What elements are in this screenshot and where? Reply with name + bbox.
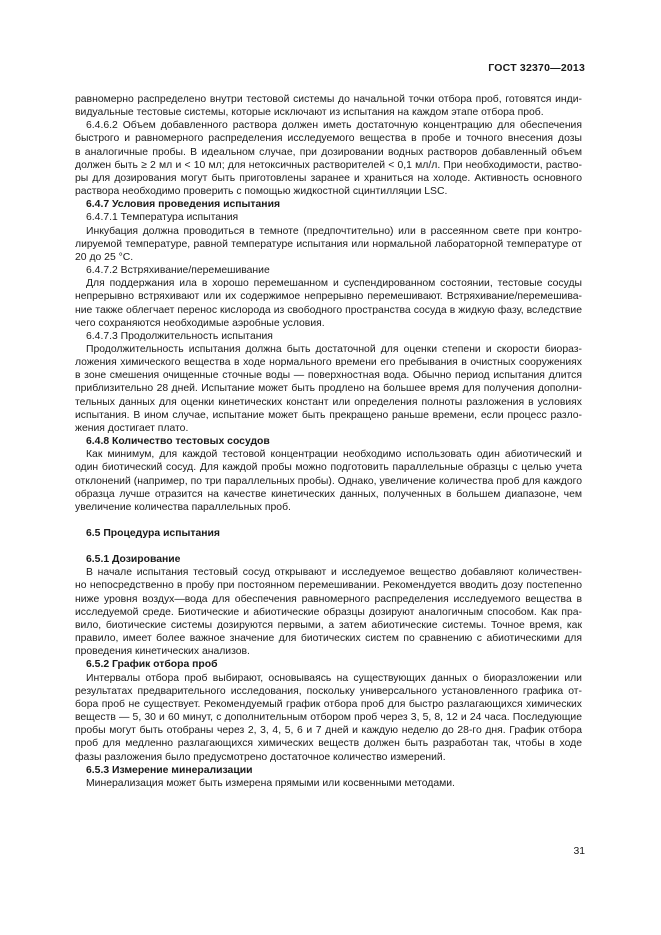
text-line: жения достигает плато.	[75, 422, 189, 434]
text-line: ние также облегчает перенос кислорода из свободного пространства сосуда в жидкую фазу, вследствие	[75, 304, 582, 316]
text-line: 6.4.8 Количество тестовых сосудов	[86, 436, 270, 448]
text-line: 6.5.3 Измерение минерализации	[86, 764, 253, 776]
text-line: равномерно распределено внутри тестовой системы до начальной точки отбора проб, готовятся инди-	[75, 94, 582, 105]
text-line: образца лучше отразится на качестве кинетических данных, полученных в большем диапазоне, чем	[75, 488, 582, 500]
text-line: 6.5 Процедура испытания	[86, 528, 220, 539]
text-line: непрерывно встряхивают или их содержимое непрерывно перемешивают. Встряхивание/перемешива-	[75, 291, 582, 303]
text-line: веществ — 5, 30 и 60 минут, с дополнительным отбором проб через 3, 5, 8, 12 и 24 часа. Последующие	[75, 712, 582, 724]
section-heading	[75, 435, 582, 448]
text-line: пробы могут быть отобраны через 2, 3, 4, 5, 6 и 7 дней и каждую неделю до 28-го дня. График отбора	[75, 725, 582, 737]
document-body	[75, 93, 582, 790]
text-line: ниже уровня воздух—вода для обеспечения равномерного распределения исследуемого вещества в	[75, 593, 582, 605]
paragraph	[75, 448, 582, 514]
document-header: ГОСТ 32370—2013	[488, 62, 585, 74]
text-line: ложения химического вещества в ходе нормального времени его пребывания в очистных сооружениях	[75, 357, 582, 369]
text-line: результатах предварительного исследования, поскольку универсального установленного графика от-	[75, 685, 582, 697]
text-line: исследуемой среде. Биотические и абиотические образцы дозируют аналогичным способом. Как пра-	[75, 606, 582, 618]
text-line: проведения кинетических анализов.	[75, 646, 250, 658]
page-number: 31	[573, 846, 585, 857]
paragraph	[75, 566, 582, 658]
text-line: 6.4.7.3 Продолжительность испытания	[86, 330, 273, 342]
text-line: лируемой температуре, равной температуре испытания или нормальной лабораторной температуре от	[75, 238, 582, 250]
text-line: увеличение количества параллельных проб.	[75, 501, 291, 513]
paragraph	[75, 277, 582, 330]
paragraph	[75, 225, 582, 264]
paragraph	[75, 93, 582, 119]
text-line: Минерализация может быть измерена прямыми или косвенными методами.	[86, 777, 455, 789]
text-line: фазы разложения было предусмотрено достаточное количество измерений.	[75, 751, 446, 763]
text-line: 20 до 25 °С.	[75, 251, 134, 263]
text-line: в аналогичные пробы. В идеальном случае, при дозировании водных растворов добавленный объем	[75, 146, 582, 158]
text-line: Для поддержания ила в хорошо перемешанном и суспендированном состоянии, тестовые сосуды	[86, 278, 582, 290]
text-line: ры для дозирования могут быть приготовлены заранее и храниться на холоде. Активность основного	[75, 172, 582, 184]
text-line: видуальные тестовые системы, которые исключают из испытания на каждом этапе отбора проб.	[75, 107, 544, 119]
paragraph	[75, 672, 582, 764]
paragraph-gap	[75, 514, 582, 527]
text-line: раствора необходимо проверить с помощью жидкостной сцинтилляции LSC.	[75, 186, 448, 198]
text-line: чего сохраняются необходимые аэробные условия.	[75, 317, 325, 329]
text-line: проб для медленно разлагающихся химических веществ должен быть разработан так, чтобы в ходе	[75, 738, 582, 750]
text-line: отклонений (например, по три параллельных пробы). Однако, увеличение количества проб для каждого	[75, 475, 582, 487]
text-line: один биотический сосуд. Для каждой пробы можно подготовить параллельные образцы с целью учета	[75, 462, 582, 474]
text-line: быстрого и равномерного распределения исследуемого вещества в пробе и точного внесения дозы	[75, 133, 582, 145]
text-line: 6.4.7 Условия проведения испытания	[86, 199, 281, 211]
section-heading	[75, 764, 582, 777]
text-line: 6.4.6.2 Объем добавленного раствора должен иметь достаточную концентрацию для обеспечения	[86, 120, 582, 132]
text-line: бора проб не существует. Рекомендуемый график отбора проб для быстро разлагающихся химических	[75, 698, 582, 710]
paragraph	[75, 264, 582, 277]
text-line: 6.4.7.2 Встряхивание/перемешивание	[86, 265, 270, 277]
text-line: в зоне смешения очищенные сточные воды — поверхностная вода. Обычно период испытания длится	[75, 370, 582, 382]
text-line: но непосредственно в пробу при постоянном перемешивании. Рекомендуется вводить дозу постепенно	[75, 580, 582, 592]
text-line: вило, биотические системы дозируются первыми, а затем абиотические системы. Точное время, как	[75, 619, 582, 631]
text-line: испытания. В ином случае, испытание может быть прекращено раньше времени, если процесс разло-	[75, 409, 582, 421]
text-line: Интервалы отбора проб выбирают, основываясь на существующих данных о биоразложении или	[86, 672, 582, 684]
paragraph	[75, 330, 582, 343]
text-line: Продолжительность испытания должна быть достаточной для оценки степени и скорости биораз-	[86, 343, 582, 355]
paragraph	[75, 343, 582, 435]
section-heading	[75, 553, 582, 566]
paragraph	[75, 119, 582, 198]
text-line: приблизительно 28 дней. Испытание может быть продлено на большее время для получения дополни-	[75, 383, 582, 395]
text-line: тельных данных для оценки кинетических констант или определения полноты разложения в условиях	[75, 396, 582, 408]
section-heading	[75, 658, 582, 671]
text-line: В начале испытания тестовый сосуд открывают и исследуемое вещество добавляют количествен-	[86, 567, 582, 579]
text-line: Как минимум, для каждой тестовой концентрации необходимо использовать один абиотический и	[86, 449, 582, 461]
paragraph-gap	[75, 540, 582, 553]
text-line: 6.5.2 График отбора проб	[86, 659, 218, 671]
text-line: 6.5.1 Дозирование	[86, 554, 181, 566]
section-heading	[75, 198, 582, 211]
section-heading	[75, 527, 582, 540]
paragraph	[75, 777, 582, 790]
text-line: правило, имеет более важное значение для биотических систем по сравнению с абиотическими для	[75, 633, 582, 645]
paragraph	[75, 211, 582, 224]
text-line: Инкубация должна проводиться в темноте (предпочтительно) или в рассеянном свете при контро-	[86, 225, 582, 237]
text-line: должен быть ≥ 2 мл и < 10 мл; для нетоксичных растворителей < 0,1 мл/л. При необходимости, раство-	[75, 159, 582, 171]
text-line: 6.4.7.1 Температура испытания	[86, 212, 239, 224]
